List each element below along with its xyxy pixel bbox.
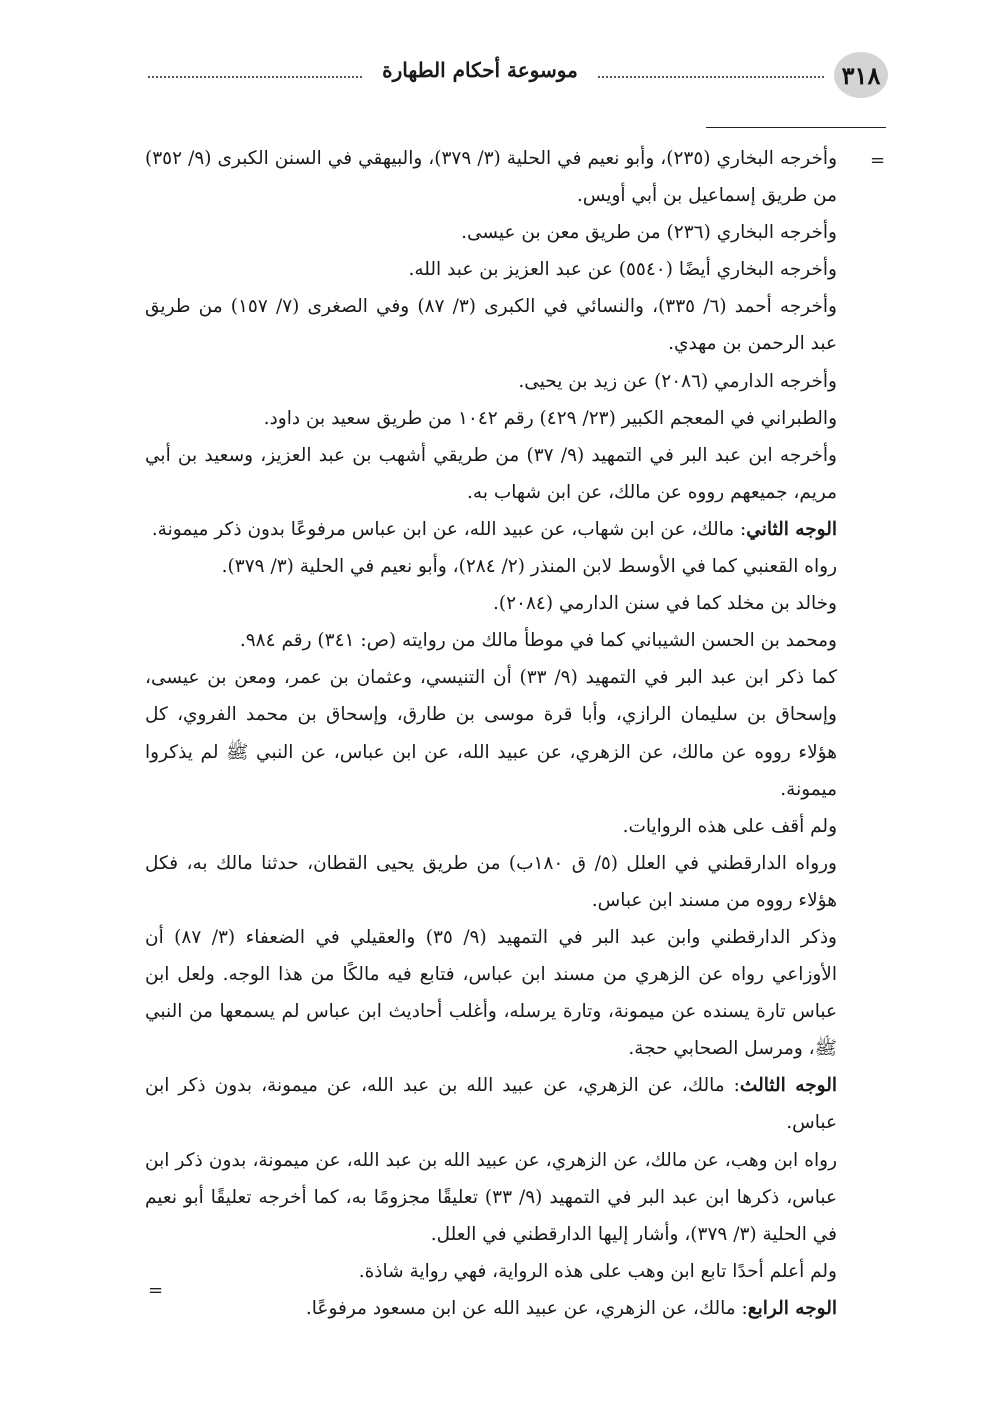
running-header xyxy=(140,48,890,102)
footnote-paragraph xyxy=(145,214,837,251)
footnote-paragraph xyxy=(145,437,837,511)
footnote-paragraph xyxy=(145,1067,837,1141)
book-title: موسوعة أحكام الطهارة xyxy=(382,58,578,82)
paragraph-text: : مالك، عن ابن شهاب، عن عبيد الله، عن ابن عباس مرفوعًا بدون ذكر ميمونة. xyxy=(151,518,747,540)
footnote-paragraph xyxy=(145,808,837,845)
footnote-paragraph xyxy=(145,1253,837,1290)
paragraph-text: ولم أعلم أحدًا تابع ابن وهب على هذه الرواية، فهي رواية شاذة. xyxy=(358,1260,837,1282)
footnote-paragraph xyxy=(145,511,837,548)
paragraph-text: وأخرجه الدارمي (٢٠٨٦) عن زيد بن يحيى. xyxy=(518,370,837,392)
paragraph-text: وأخرجه البخاري (٢٣٦) من طريق معن بن عيسى. xyxy=(461,222,837,244)
paragraph-text: وأخرجه البخاري أيضًا (٥٥٤٠) عن عبد العزيز بن عبد الله. xyxy=(408,259,837,281)
footnote-paragraph xyxy=(145,548,837,585)
paragraph-text: كما ذكر ابن عبد البر في التمهيد (٩/ ٣٣) أن التنيسي، وعثمان بن عمر، ومعن بن عيسى، وإسحاق بن سليمان الرازي، وأبا قرة موسى بن طارق، وإسحاق بن محمد الفروي، كل هؤلاء رووه عن مالك، عن الزهري، عن عبيد الله، عن ابن عباس، عن النبي ﷺ لم يذكروا ميمونة. xyxy=(145,667,837,800)
paragraph-text: والطبراني في المعجم الكبير (٢٣/ ٤٢٩) رقم ١٠٤٢ من طريق سعيد بن داود. xyxy=(263,407,837,429)
continuation-marker-top: = xyxy=(870,150,886,171)
paragraph-text: : مالك، عن الزهري، عن عبيد الله عن ابن مسعود مرفوعًا. xyxy=(305,1297,748,1319)
paragraph-lead: الوجه الرابع xyxy=(747,1297,837,1319)
footnote-paragraph xyxy=(145,919,837,1067)
paragraph-text: وخالد بن مخلد كما في سنن الدارمي (٢٠٨٤). xyxy=(493,593,837,615)
footnote-paragraph xyxy=(145,1142,837,1253)
footnote-paragraph xyxy=(145,400,837,437)
header-dots-left xyxy=(148,76,362,78)
footnote-separator xyxy=(706,127,886,128)
paragraph-text: : مالك، عن الزهري، عن عبيد الله بن عبد الله، عن ميمونة، بدون ذكر ابن عباس. xyxy=(145,1075,837,1134)
footnote-paragraph xyxy=(145,363,837,400)
paragraph-lead: الوجه الثاني xyxy=(746,518,837,540)
paragraph-text: رواه ابن وهب، عن مالك، عن الزهري، عن عبيد الله بن عبد الله، عن ميمونة، بدون ذكر ابن عباس، ذكرها ابن عبد البر في التمهيد (٩/ ٣٣) تعليقًا مجزومًا به، كما أخرجه تعليقًا أبو نعيم في الحلية (٣/ ٣٧٩)، وأشار إليها الدارقطني في العلل. xyxy=(145,1149,838,1245)
footnote-body xyxy=(145,140,837,1327)
continuation-marker-bottom: = xyxy=(148,1280,164,1301)
paragraph-text: ومحمد بن الحسن الشيباني كما في موطأ مالك من روايته (ص: ٣٤١) رقم ٩٨٤. xyxy=(239,630,837,652)
paragraph-text: رواه القعنبي كما في الأوسط لابن المنذر (٢/ ٢٨٤)، وأبو نعيم في الحلية (٣/ ٣٧٩). xyxy=(221,556,837,578)
paragraph-text: ورواه الدارقطني في العلل (٥/ ق ١٨٠ب) من طريق يحيى القطان، حدثنا مالك به، فكل هؤلاء رووه من مسند ابن عباس. xyxy=(145,852,837,911)
footnote-paragraph xyxy=(145,659,837,807)
paragraph-lead: الوجه الثالث xyxy=(739,1075,837,1097)
paragraph-text: وأخرجه البخاري (٢٣٥)، وأبو نعيم في الحلية (٣/ ٣٧٩)، والبيهقي في السنن الكبرى (٩/ ٣٥٢) من طريق إسماعيل بن أبي أويس. xyxy=(145,148,838,207)
paragraph-text: وأخرجه أحمد (٦/ ٣٣٥)، والنسائي في الكبرى (٣/ ٨٧) وفي الصغرى (٧/ ١٥٧) من طريق عبد الرحمن بن مهدي. xyxy=(145,296,837,355)
footnote-paragraph xyxy=(145,585,837,622)
footnote-paragraph xyxy=(145,140,837,214)
header-dots-right xyxy=(598,76,824,78)
page-number-badge: ٣١٨ xyxy=(834,52,888,98)
footnote-paragraph xyxy=(145,845,837,919)
footnote-paragraph xyxy=(145,1290,837,1327)
paragraph-text: وأخرجه ابن عبد البر في التمهيد (٩/ ٣٧) من طريقي أشهب بن عبد العزيز، وسعيد بن أبي مريم، جميعهم رووه عن مالك، عن ابن شهاب به. xyxy=(145,444,837,503)
paragraph-text: وذكر الدارقطني وابن عبد البر في التمهيد (٩/ ٣٥) والعقيلي في الضعفاء (٣/ ٨٧) أن الأوزاعي رواه عن الزهري من مسند ابن عباس، فتابع فيه مالكًا من هذا الوجه. ولعل ابن عباس تارة يسنده عن ميمونة، وتارة يرسله، وأغلب أحاديث ابن عباس لم يسمعها من النبي ﷺ، ومرسل الصحابي حجة. xyxy=(145,926,837,1060)
footnote-paragraph xyxy=(145,251,837,288)
footnote-paragraph xyxy=(145,288,837,362)
footnote-paragraph xyxy=(145,622,837,659)
paragraph-text: ولم أقف على هذه الروايات. xyxy=(622,815,837,837)
